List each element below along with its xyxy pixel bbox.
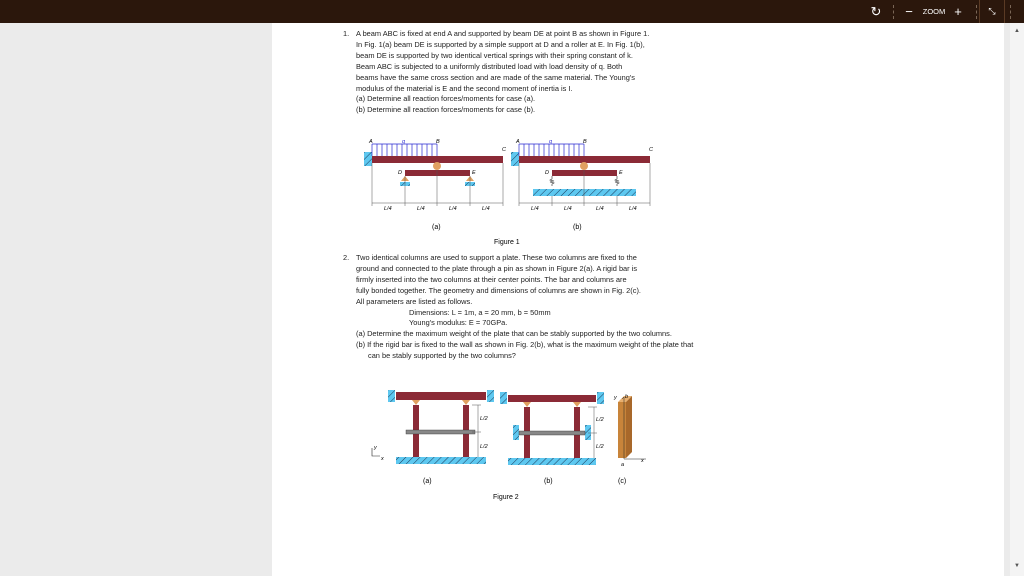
figure-2a: [372, 390, 494, 485]
pin-b: [433, 162, 441, 170]
dim-label: L/4: [449, 206, 457, 212]
collapse-icon[interactable]: ⤡: [979, 0, 1005, 23]
label-e: E: [619, 170, 623, 176]
modulus-text: Young's modulus: E = 70GPa.: [409, 318, 508, 328]
label-e: E: [472, 170, 476, 176]
text-line: ground and connected to the plate through a pin as shown in Figure 2(a). A rigid bar is: [356, 263, 638, 273]
subfigure-label: (b): [573, 224, 582, 231]
dim-label: L/4: [629, 206, 637, 212]
dim-label: L/4: [531, 206, 539, 212]
figure-2c: [613, 394, 646, 485]
dim-label: L/2: [596, 444, 604, 450]
subfigure-label: (b): [544, 478, 553, 485]
label-q: q: [402, 139, 406, 145]
ground: [533, 189, 636, 196]
rotate-icon[interactable]: ↻: [870, 4, 882, 19]
dim-label: a: [621, 462, 625, 468]
text-line: A beam ABC is fixed at end A and supported by beam DE at point B as shown in Figure 1.: [356, 29, 650, 38]
dim-label: L/4: [482, 206, 490, 212]
axis-label: x: [641, 458, 644, 464]
ground: [396, 457, 486, 464]
text-line: All parameters are listed as follows.: [356, 296, 473, 306]
beam-de: [405, 170, 470, 176]
dim-label: L/4: [596, 206, 604, 212]
subfigure-label: (c): [618, 478, 627, 485]
label-c: C: [649, 147, 653, 153]
subfigure-label: (a): [432, 224, 441, 231]
figure-caption: Figure 1: [494, 239, 520, 246]
dimensions-text: Dimensions: L = 1m, a = 20 mm, b = 50mm: [409, 307, 551, 317]
label-c: C: [502, 147, 506, 153]
zoom-out-button[interactable]: −: [905, 4, 913, 19]
figure-caption: Figure 2: [493, 494, 519, 501]
question-part: (b) Determine all reaction forces/moments for case (b).: [356, 105, 536, 115]
beam-abc: [372, 156, 503, 163]
label-b: B: [436, 139, 440, 145]
zoom-in-button[interactable]: +: [954, 4, 962, 19]
dim-label: L/2: [596, 417, 604, 423]
text-line: beams have the same cross section and are made of the same material. The Young's: [356, 72, 635, 82]
dim-label: b: [625, 394, 629, 400]
dim-label: L/4: [564, 206, 572, 212]
question-part: (a) Determine all reaction forces/moments for case (a).: [356, 94, 536, 104]
label-a: A: [369, 139, 373, 145]
beam-de: [552, 170, 617, 176]
scroll-down-icon[interactable]: ▼: [1014, 563, 1020, 569]
subfigure-label: (a): [423, 478, 432, 485]
axis-label: x: [381, 456, 384, 462]
label-d: D: [545, 170, 549, 176]
question-number: 1.: [343, 29, 350, 38]
dim-label: L/2: [480, 416, 488, 422]
beam-abc: [519, 156, 650, 163]
plate: [396, 392, 486, 400]
scroll-up-icon[interactable]: ▲: [1014, 28, 1020, 34]
text-line: In Fig. 1(a) beam DE is supported by a simple support at D and a roller at E. In Fig. 1(b),: [356, 39, 645, 49]
axis-label: y: [374, 445, 377, 451]
figure-2b: [500, 392, 604, 485]
text-line: Two identical columns are used to support a plate. These two columns are fixed to the: [356, 253, 637, 262]
text-line: Beam ABC is subjected to a uniformly distributed load with load density of q. Both: [356, 61, 623, 71]
text-line: modulus of the material is E and the second moment of inertia is I.: [356, 83, 573, 93]
column-section: [618, 402, 626, 458]
spring-icon: [550, 176, 619, 186]
question-number: 2.: [343, 253, 350, 262]
question-part: (a) Determine the maximum weight of the plate that can be stably supported by the two columns.: [356, 329, 672, 339]
figure-1b: [511, 139, 653, 231]
dim-label: L/2: [480, 444, 488, 450]
label-b: B: [583, 139, 587, 145]
text-line: firmly inserted into the two columns at their center points. The bar and columns are: [356, 274, 627, 284]
fixed-wall: [364, 152, 372, 166]
label-a: A: [516, 139, 520, 145]
text-line: beam DE is supported by two identical vertical springs with their spring constant of k.: [356, 50, 633, 60]
figure-1a: [364, 139, 506, 231]
rigid-bar: [406, 430, 475, 434]
question-part: (b) If the rigid bar is fixed to the wall as shown in Fig. 2(b), what is the maximum weight of the plate that can be stably supported by the two columns?: [356, 340, 694, 361]
label-q: q: [549, 139, 553, 145]
axis-label: y: [614, 395, 617, 401]
label-d: D: [398, 170, 402, 176]
dim-label: L/4: [384, 206, 392, 212]
dim-label: L/4: [417, 206, 425, 212]
text-line: fully bonded together. The geometry and dimensions of columns are shown in Fig. 2(c).: [356, 285, 641, 295]
zoom-label: ZOOM: [922, 7, 946, 16]
